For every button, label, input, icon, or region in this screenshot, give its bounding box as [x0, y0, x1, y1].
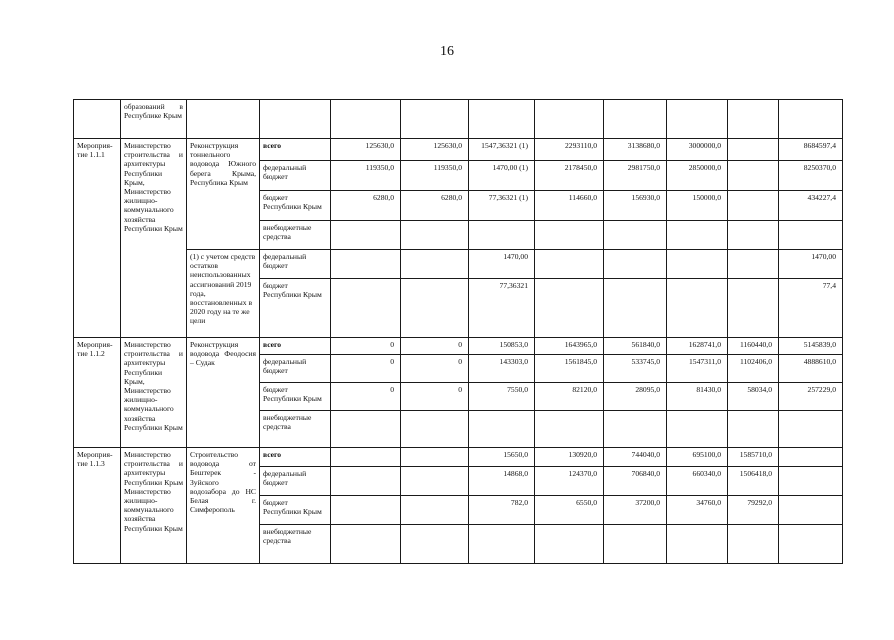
value-cell	[401, 448, 469, 467]
table-row	[74, 338, 843, 355]
value-cell: 660340,0	[667, 467, 728, 496]
value-cell: 1160440,0	[728, 338, 779, 355]
measure-code-cell: Мероприя-тие 1.1.1	[74, 139, 121, 338]
value-cell: 28095,0	[604, 383, 667, 411]
funding-source-cell: федеральный бюджет	[260, 467, 331, 496]
value-cell: 0	[401, 338, 469, 355]
value-cell	[331, 496, 401, 525]
table-row	[74, 139, 843, 161]
value-cell	[728, 250, 779, 279]
value-cell: 37200,0	[604, 496, 667, 525]
value-cell: 3138680,0	[604, 139, 667, 161]
funding-source-cell: федеральный бюджет	[260, 355, 331, 383]
value-cell: 34760,0	[667, 496, 728, 525]
value-cell	[535, 279, 604, 338]
value-cell: 77,4	[779, 279, 843, 338]
value-cell	[604, 221, 667, 250]
value-cell: 0	[401, 383, 469, 411]
executor-cell: Министерство строительства и архитектуры Республики Крым Министерство жилищно-коммунального хозяйства Республики Крым	[121, 448, 187, 564]
value-cell: 15650,0	[469, 448, 535, 467]
value-cell	[401, 411, 469, 448]
value-cell: 7550,0	[469, 383, 535, 411]
value-cell	[728, 161, 779, 191]
value-cell	[667, 250, 728, 279]
value-cell	[667, 221, 728, 250]
value-cell	[728, 191, 779, 221]
value-cell: 8250370,0	[779, 161, 843, 191]
value-cell: 81430,0	[667, 383, 728, 411]
funding-source-cell: федеральный бюджет	[260, 250, 331, 279]
measure-code-cell: Мероприя-тие 1.1.3	[74, 448, 121, 564]
funding-source-cell: всего	[260, 338, 331, 355]
value-cell	[667, 279, 728, 338]
value-cell	[728, 525, 779, 564]
value-cell: 58034,0	[728, 383, 779, 411]
value-cell	[331, 221, 401, 250]
value-cell: 14868,0	[469, 467, 535, 496]
budget-table	[73, 99, 843, 564]
table-row	[74, 448, 843, 467]
org-continuation-cell: образований в Республике Крым	[121, 100, 187, 139]
value-cell	[728, 221, 779, 250]
value-cell	[401, 496, 469, 525]
value-cell: 114660,0	[535, 191, 604, 221]
value-cell: 744040,0	[604, 448, 667, 467]
value-cell: 706840,0	[604, 467, 667, 496]
value-cell	[469, 411, 535, 448]
value-cell	[667, 411, 728, 448]
measure-name-cell: Реконструкция водовода Феодосия – Судак	[187, 338, 260, 448]
value-cell	[728, 279, 779, 338]
value-cell	[331, 279, 401, 338]
value-cell: 150853,0	[469, 338, 535, 355]
value-cell	[604, 279, 667, 338]
value-cell: 79292,0	[728, 496, 779, 525]
funding-source-cell: бюджет Республики Крым	[260, 383, 331, 411]
value-cell	[535, 221, 604, 250]
value-cell: 125630,0	[331, 139, 401, 161]
measure-code-cell: Мероприя-тие 1.1.2	[74, 338, 121, 448]
value-cell	[779, 467, 843, 496]
value-cell: 257229,0	[779, 383, 843, 411]
value-cell: 82120,0	[535, 383, 604, 411]
value-cell	[331, 250, 401, 279]
value-cell: 2850000,0	[667, 161, 728, 191]
value-cell	[779, 411, 843, 448]
value-cell: 124370,0	[535, 467, 604, 496]
value-cell: 1470,00	[469, 250, 535, 279]
value-cell	[401, 467, 469, 496]
value-cell: 434227,4	[779, 191, 843, 221]
value-cell: 6280,0	[331, 191, 401, 221]
value-cell: 561840,0	[604, 338, 667, 355]
value-cell: 1628741,0	[667, 338, 728, 355]
continuation-row	[74, 100, 843, 139]
value-cell	[728, 411, 779, 448]
value-cell: 1547,36321 (1)	[469, 139, 535, 161]
value-cell: 0	[401, 355, 469, 383]
value-cell: 3000000,0	[667, 139, 728, 161]
note-cell: (1) с учетом средств остатков неиспользованных ассигнований 2019 года, восстановленных в 2020 году на те же цели	[187, 250, 260, 338]
value-cell: 156930,0	[604, 191, 667, 221]
value-cell: 2178450,0	[535, 161, 604, 191]
value-cell	[779, 496, 843, 525]
value-cell	[331, 467, 401, 496]
value-cell	[535, 525, 604, 564]
value-cell: 119350,0	[401, 161, 469, 191]
funding-source-cell: всего	[260, 139, 331, 161]
value-cell	[728, 139, 779, 161]
funding-source-cell: внебюджетные средства	[260, 221, 331, 250]
value-cell: 119350,0	[331, 161, 401, 191]
value-cell	[667, 525, 728, 564]
value-cell: 2293110,0	[535, 139, 604, 161]
value-cell	[604, 411, 667, 448]
value-cell	[331, 525, 401, 564]
value-cell	[331, 411, 401, 448]
value-cell: 6280,0	[401, 191, 469, 221]
value-cell	[779, 221, 843, 250]
value-cell	[331, 448, 401, 467]
funding-source-cell: всего	[260, 448, 331, 467]
value-cell: 1506418,0	[728, 467, 779, 496]
measure-name-cell: Реконструкция тоннельного водовода Южного берега Крыма, Республика Крым	[187, 139, 260, 250]
value-cell: 1561845,0	[535, 355, 604, 383]
value-cell	[779, 525, 843, 564]
value-cell: 1547311,0	[667, 355, 728, 383]
value-cell: 0	[331, 383, 401, 411]
value-cell	[401, 250, 469, 279]
value-cell: 1470,00 (1)	[469, 161, 535, 191]
value-cell: 130920,0	[535, 448, 604, 467]
value-cell: 77,36321	[469, 279, 535, 338]
funding-source-cell: внебюджетные средства	[260, 525, 331, 564]
value-cell: 5145839,0	[779, 338, 843, 355]
value-cell: 0	[331, 338, 401, 355]
note-row	[74, 250, 843, 279]
funding-source-cell: внебюджетные средства	[260, 411, 331, 448]
value-cell: 1102406,0	[728, 355, 779, 383]
value-cell	[535, 250, 604, 279]
value-cell: 8684597,4	[779, 139, 843, 161]
value-cell: 150000,0	[667, 191, 728, 221]
value-cell: 0	[331, 355, 401, 383]
value-cell: 143303,0	[469, 355, 535, 383]
value-cell: 4888610,0	[779, 355, 843, 383]
executor-cell: Министерство строительства и архитектуры Республики Крым, Министерство жилищно-коммунального хозяйства Республики Крым	[121, 338, 187, 448]
value-cell: 1470,00	[779, 250, 843, 279]
value-cell	[401, 525, 469, 564]
value-cell: 6550,0	[535, 496, 604, 525]
value-cell: 2981750,0	[604, 161, 667, 191]
value-cell	[469, 525, 535, 564]
value-cell: 77,36321 (1)	[469, 191, 535, 221]
value-cell	[779, 448, 843, 467]
funding-source-cell: бюджет Республики Крым	[260, 496, 331, 525]
value-cell	[604, 250, 667, 279]
page-number: 16	[440, 44, 454, 59]
funding-source-cell: федеральный бюджет	[260, 161, 331, 191]
value-cell	[401, 221, 469, 250]
value-cell: 1643965,0	[535, 338, 604, 355]
value-cell: 533745,0	[604, 355, 667, 383]
value-cell: 1585710,0	[728, 448, 779, 467]
value-cell: 125630,0	[401, 139, 469, 161]
value-cell	[469, 221, 535, 250]
executor-cell: Министерство строительства и архитектуры Республики Крым, Министерство жилищно-коммунального хозяйства Республики Крым	[121, 139, 187, 338]
value-cell: 782,0	[469, 496, 535, 525]
funding-source-cell: бюджет Республики Крым	[260, 279, 331, 338]
value-cell: 695100,0	[667, 448, 728, 467]
funding-source-cell: бюджет Республики Крым	[260, 191, 331, 221]
measure-name-cell: Строительство водовода от Бештерек - Зуйского водозабора до НС Белая г. Симферополь	[187, 448, 260, 564]
value-cell	[535, 411, 604, 448]
value-cell	[604, 525, 667, 564]
value-cell	[401, 279, 469, 338]
